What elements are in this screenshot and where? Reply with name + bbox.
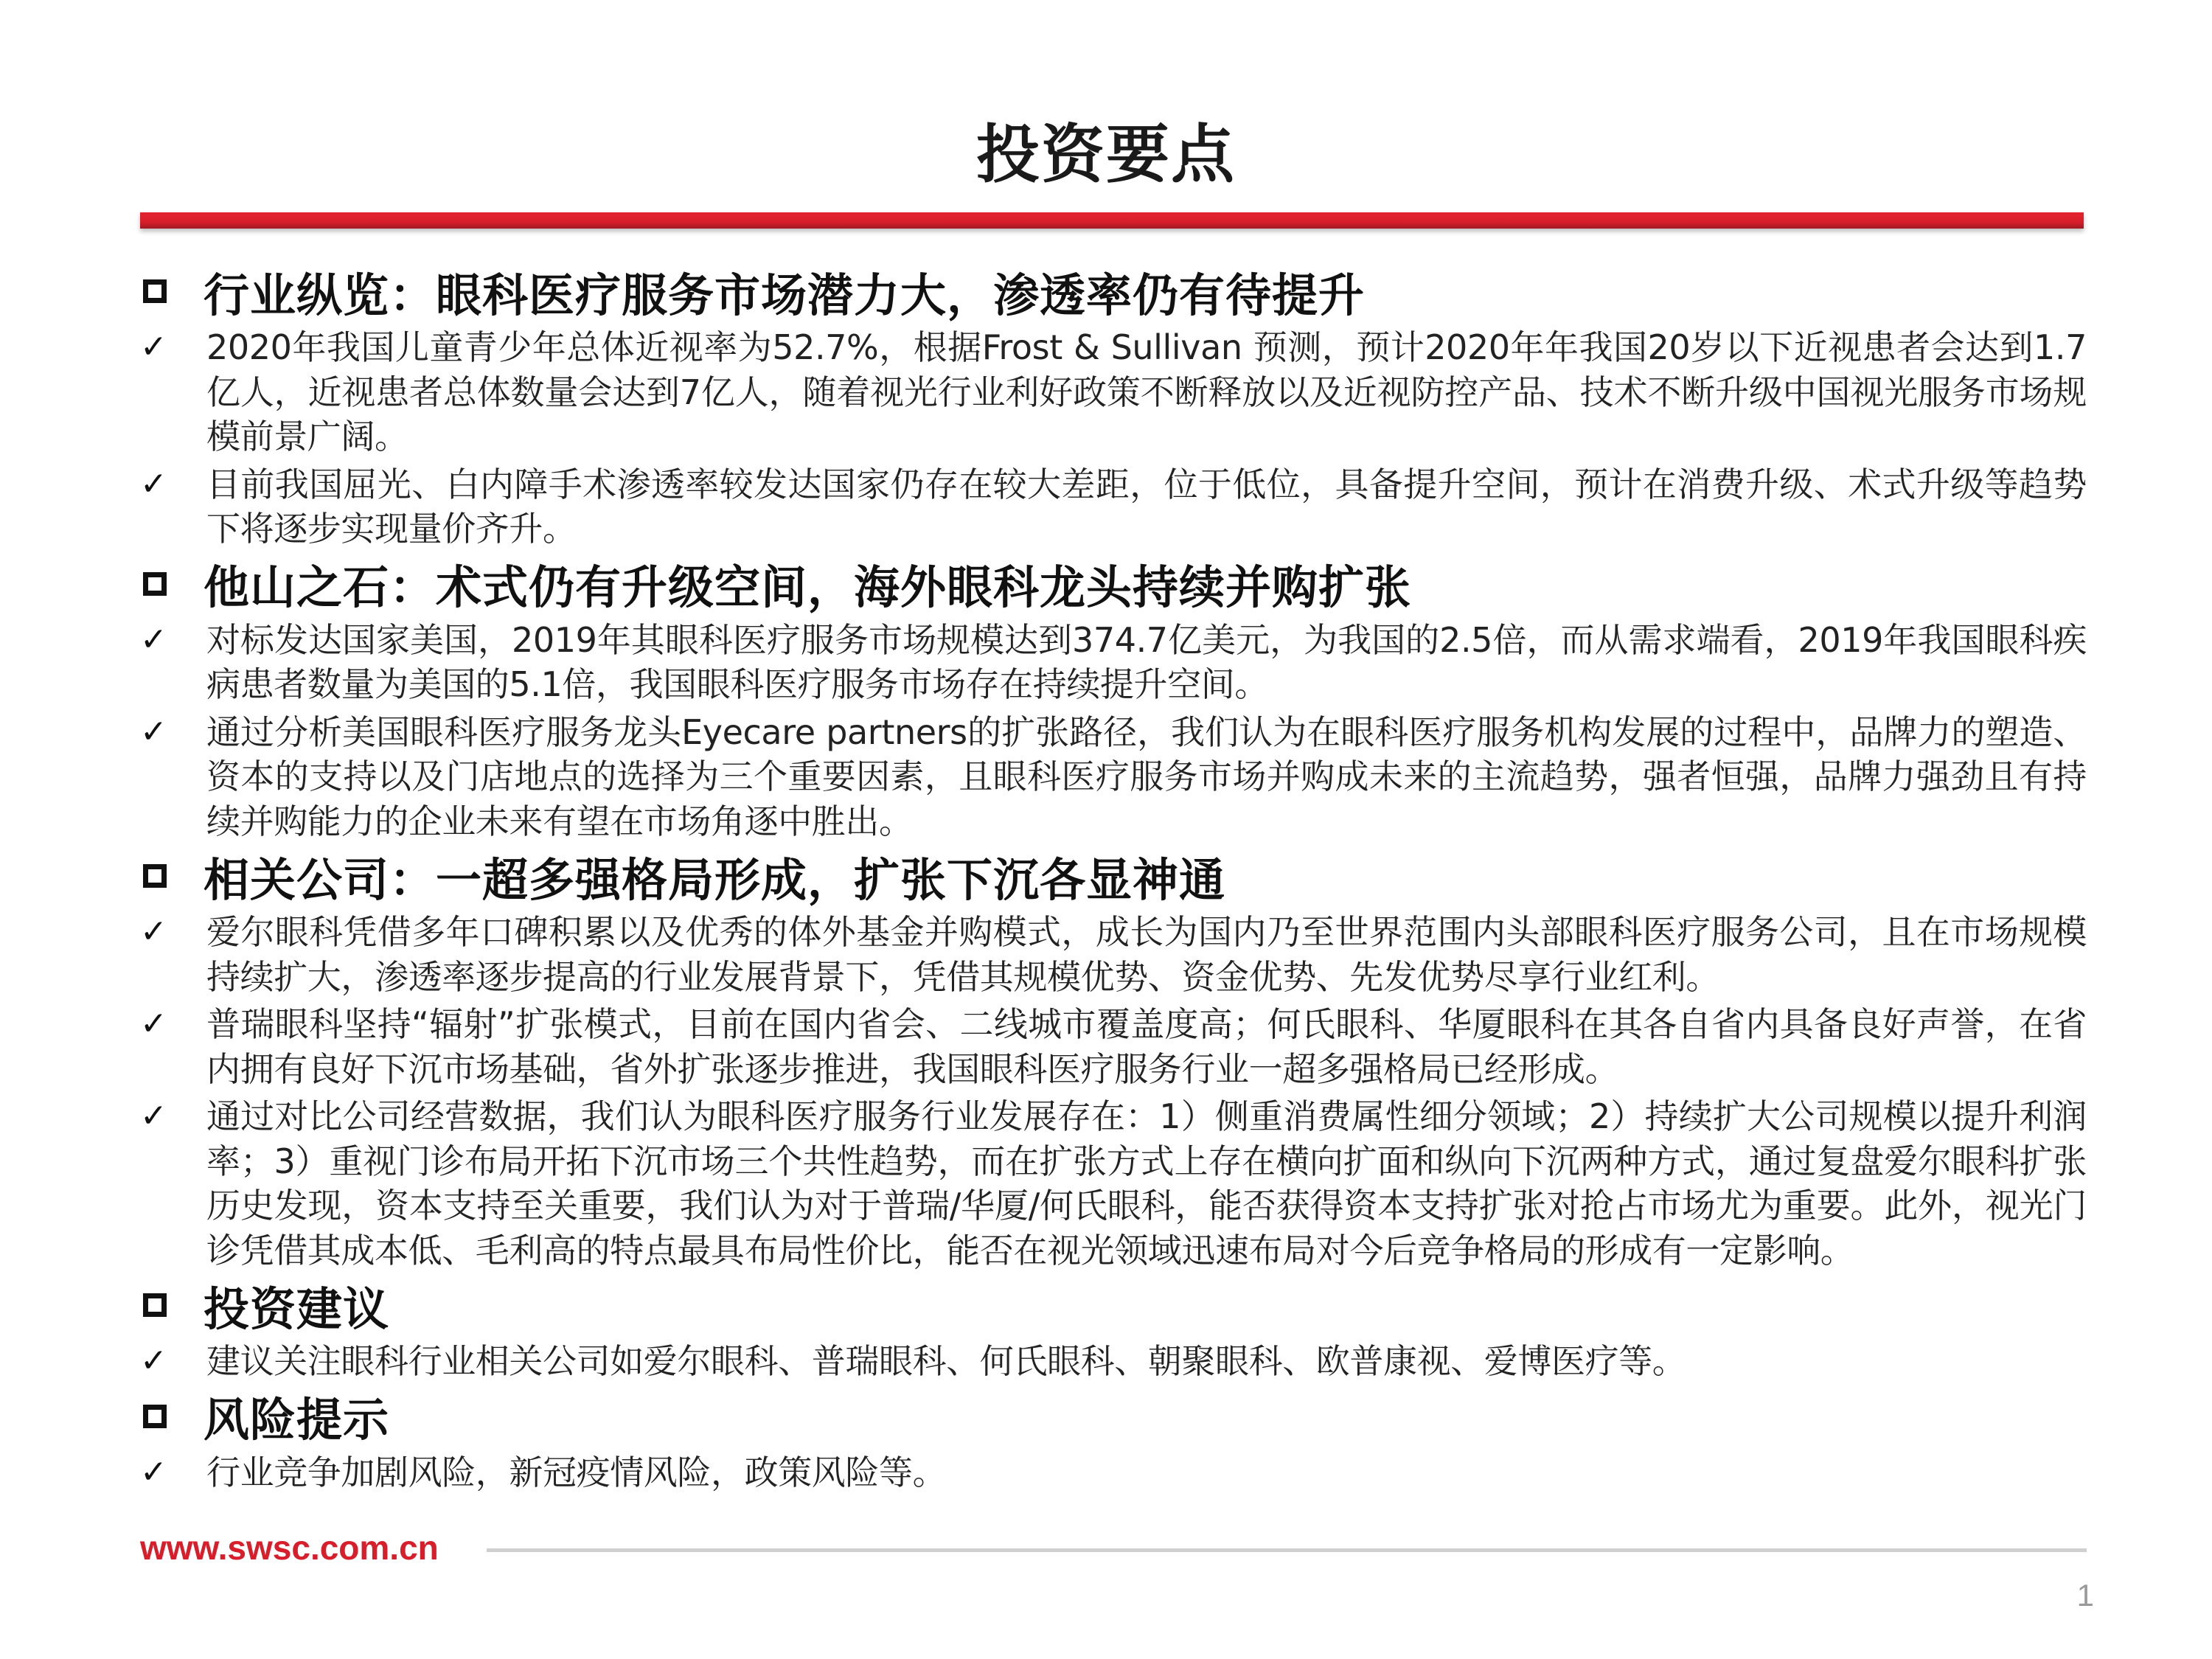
section-header: [140, 1276, 2094, 1335]
checkmark-icon: ✓: [140, 712, 167, 751]
bullet-text: 通过分析美国眼科医疗服务龙头Eyecare partners的扩张路径，我们认为在眼科医疗服务机构发展的过程中，品牌力的塑造、资本的支持以及门店地点的选择为三个重要因素，且眼科医疗服务市场并购成未来的主流趋势，强者恒强，品牌力强劲且有持续并购能力的企业未来有望在市场角逐中胜出。: [206, 712, 2087, 841]
bullet-text: 目前我国屈光、白内障手术渗透率较发达国家仍存在较大差距，位于低位，具备提升空间，预计在消费升级、术式升级等趋势下将逐步实现量价齐升。: [206, 464, 2087, 549]
content-area: [140, 262, 2094, 1498]
page-title: 投资要点: [976, 118, 1236, 192]
hollow-square-icon: [143, 1405, 167, 1428]
bullet-item: [140, 1450, 2094, 1495]
hollow-square-icon: [143, 864, 167, 888]
bullet-text: 对标发达国家美国，2019年其眼科医疗服务市场规模达到374.7亿美元，为我国的2.5倍，而从需求端看，2019年我国眼科疾病患者数量为美国的5.1倍，我国眼科医疗服务市场存在持续提升空间。: [206, 619, 2087, 704]
section-industry-overview: [140, 262, 2094, 552]
bullet-item: [140, 618, 2094, 707]
section-header: [140, 554, 2094, 613]
section-header: [140, 846, 2094, 905]
section-investment-advice: [140, 1276, 2094, 1384]
bullet-item: [140, 1002, 2094, 1091]
bullet-text: 行业竞争加剧风险，新冠疫情风险，政策风险等。: [206, 1452, 947, 1492]
bullet-text: 2020年我国儿童青少年总体近视率为52.7%，根据Frost & Sullivan 预测，预计2020年年我国20岁以下近视患者会达到1.7亿人，近视患者总体数量会达到7亿人，随着视光行业利好政策不断释放以及近视防控产品、技术不断升级中国视光服务市场规模前景广阔。: [206, 327, 2087, 456]
checkmark-icon: ✓: [140, 620, 167, 658]
bullet-item: [140, 1094, 2094, 1273]
hollow-square-icon: [143, 279, 167, 303]
section-related-companies: [140, 846, 2094, 1273]
section-title: 行业纵览：眼科医疗服务市场潜力大，渗透率仍有待提升: [204, 268, 1366, 322]
section-risk-warning: [140, 1387, 2094, 1495]
bullet-item: [140, 462, 2094, 552]
checkmark-icon: ✓: [140, 1097, 167, 1135]
section-title: 他山之石：术式仍有升级空间，海外眼科龙头持续并购扩张: [204, 560, 1412, 614]
bullet-text: 爱尔眼科凭借多年口碑积累以及优秀的体外基金并购模式，成长为国内乃至世界范围内头部眼科医疗服务公司，且在市场规模持续扩大，渗透率逐步提高的行业发展背景下，凭借其规模优势、资金优势、先发优势尽享行业红利。: [206, 912, 2087, 997]
bullet-text: 建议关注眼科行业相关公司如爱尔眼科、普瑞眼科、何氏眼科、朝聚眼科、欧普康视、爱博医疗等。: [206, 1341, 1686, 1381]
footer-divider: [487, 1548, 2087, 1552]
hollow-square-icon: [143, 572, 167, 596]
page-number: 1: [2076, 1578, 2094, 1613]
checkmark-icon: ✓: [140, 1342, 167, 1380]
checkmark-icon: ✓: [140, 913, 167, 950]
section-title: 风险提示: [204, 1393, 390, 1447]
bullet-text: 通过对比公司经营数据，我们认为眼科医疗服务行业发展存在：1）侧重消费属性细分领域；2）持续扩大公司规模以提升利润率；3）重视门诊布局开拓下沉市场三个共性趋势，而在扩张方式上存在横向扩面和纵向下沉两种方式，通过复盘爱尔眼科扩张历史发现，资本支持至关重要，我们认为对于普瑞/华厦/何氏眼科，能否获得资本支持扩张对抢占市场尤为重要。此外，视光门诊凭借其成本低、毛利高的特点最具布局性价比，能否在视光领域迅速布局对今后竞争格局的形成有一定影响。: [206, 1096, 2087, 1270]
checkmark-icon: ✓: [140, 1453, 167, 1491]
checkmark-icon: ✓: [140, 328, 167, 366]
section-header: [140, 1387, 2094, 1446]
hollow-square-icon: [143, 1293, 167, 1317]
bullet-item: [140, 325, 2094, 459]
section-header: [140, 262, 2094, 321]
bullet-item: [140, 910, 2094, 999]
title-divider-bar: [140, 212, 2084, 229]
bullet-item: [140, 710, 2094, 844]
section-title: 相关公司：一超多强格局形成，扩张下沉各显神通: [204, 852, 1226, 907]
bullet-text: 普瑞眼科坚持“辐射”扩张模式，目前在国内省会、二线城市覆盖度高；何氏眼科、华厦眼科在其各自省内具备良好声誉，在省内拥有良好下沉市场基础，省外扩张逐步推进，我国眼科医疗服务行业一超多强格局已经形成。: [206, 1004, 2087, 1089]
bullet-item: [140, 1339, 2094, 1384]
checkmark-icon: ✓: [140, 1005, 167, 1043]
checkmark-icon: ✓: [140, 465, 167, 503]
footer-website-link[interactable]: www.swsc.com.cn: [140, 1528, 439, 1567]
section-overseas-reference: [140, 554, 2094, 844]
section-title: 投资建议: [204, 1281, 390, 1336]
